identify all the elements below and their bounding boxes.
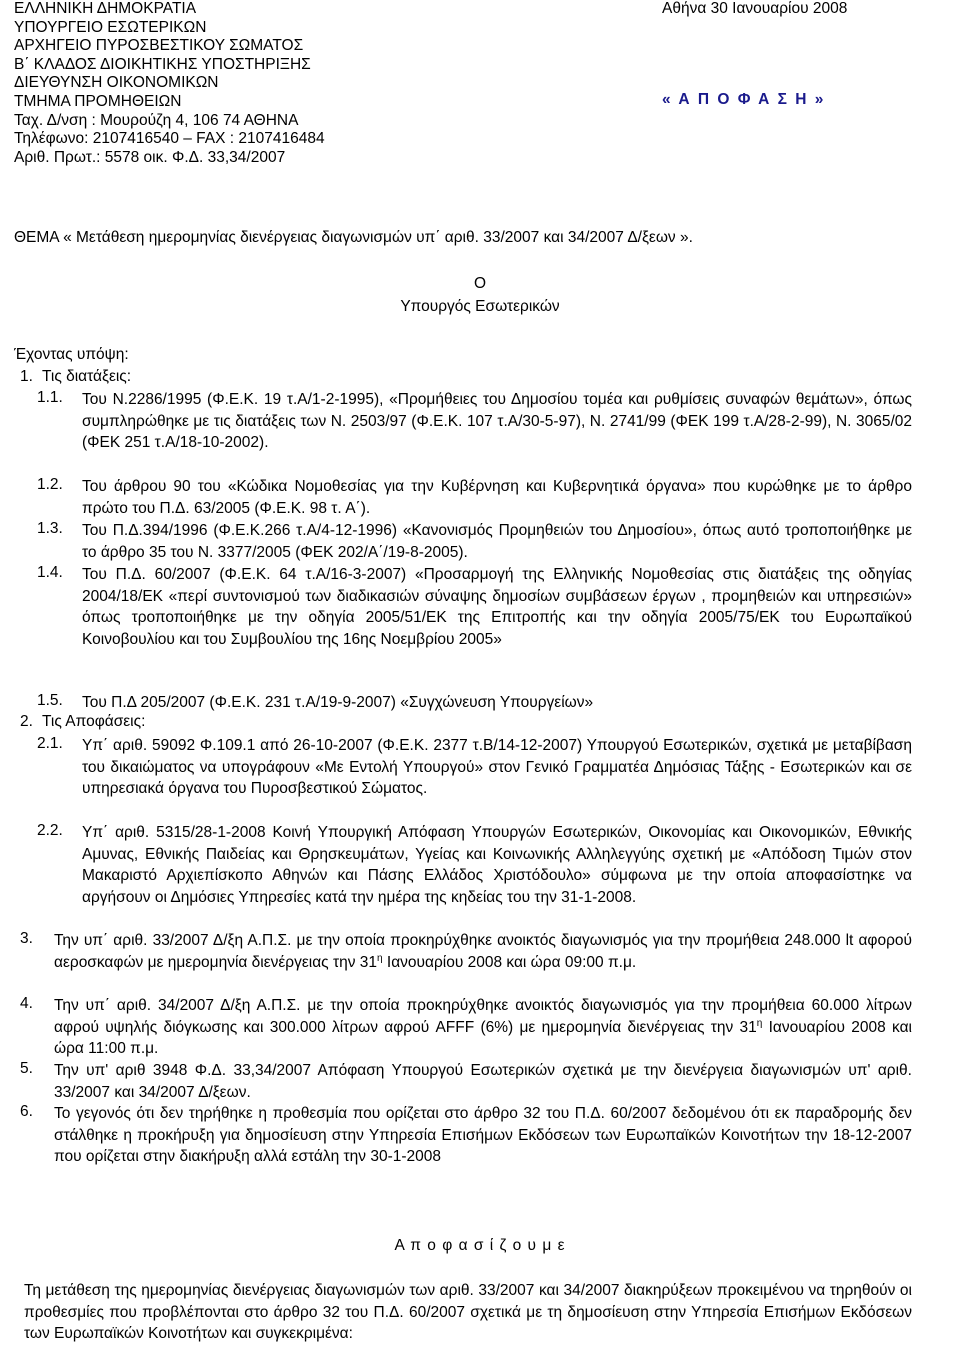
item-text: Υπ΄ αριθ. 59092 Φ.109.1 από 26-10-2007 (Φ.Ε.Κ. 2377 τ.Β/14-12-2007) Υπουργού Εσωτερικών, σχετικά με μεταβίβαση του δικαιώματος να υπογράφουν «Με Εντολή Υπουργού» στον Γενικό Γραμματέα Δημόσιας Τάξης - Εσωτερικών και σε υπηρεσιακά όργανα του Πυροσβεστικού Σώματος. bbox=[82, 737, 912, 797]
item-number: 2.2. bbox=[37, 822, 63, 839]
section-number: 3. bbox=[20, 930, 33, 947]
item-text: Του άρθρου 90 του «Κώδικα Νομοθεσίας για την Κυβέρνηση και Κυβερνητικά όργανα» που κυρώθηκε με το άρθρο πρώτο του Π.Δ. 63/2005 (Φ.Ε.Κ. 98 τ. Α΄). bbox=[82, 478, 912, 517]
item-text: Του Ν.2286/1995 (Φ.Ε.Κ. 19 τ.Α/1-2-1995), «Προμήθειες του Δημοσίου τομέα και ρυθμίσεις συναφών θεμάτων», όπως συμπληρώθηκε με τις διατάξεις των Ν. 2503/97 (Φ.Ε.Κ. 107 τ.Α/30-5-97), Ν. 2741/99 (ΦΕΚ 199 τ.Α/28-2-99), Ν. 3065/02 (ΦΕΚ 251 τ.Α/18-10-2002). bbox=[82, 391, 912, 451]
item-number: 1.5. bbox=[37, 692, 63, 709]
decision-body: Τη μετάθεση της ημερομηνίας διενέργειας διαγωνισμών των αριθ. 33/2007 και 34/2007 διακηρύξεων προκειμένου να τηρηθούν οι προθεσμίες που προβλέπονται στο άρθρο 32 του Π.Δ. 60/2007 σχετικά με τη δημοσίευση στην Υπηρεσία Επισήμων Εκδόσεων των Ευρωπαϊκών Κοινοτήτων και συγκεκριμένα: bbox=[24, 1282, 912, 1342]
superscript: η bbox=[377, 952, 383, 964]
minister-title: Υπουργός Εσωτερικών bbox=[400, 298, 560, 315]
section-text: Την υπ΄ αριθ. 34/2007 Δ/ξη Α.Π.Σ. με την οποία προκηρύχθηκε ανοικτός διαγωνισμός για την προμήθεια 60.000 λίτρων αφρού υψηλής διόγκωσης και 300.000 λίτρων αφρού AFFF (6%) με ημερομηνία διενέργειας την $31^\eta$ Ιανουαρίου 2008 και ώρα 11:00 π.μ. bbox=[54, 997, 912, 1057]
item-text: Του Π.Δ. 60/2007 (Φ.Ε.Κ. 64 τ.Α/16-3-2007) «Προσαρμογή της Ελληνικής Νομοθεσίας στις διατάξεις της οδηγίας 2004/18/ΕΚ «περί συντονισμού των διαδικασιών σύναψης δημοσίων συμβάσεων έργων , προμηθειών και υπηρεσιών» όπως τροποποιήθηκε με την οδηγία 2005/51/ΕΚ της Επιτροπής και την οδηγία 2005/75/ΕΚ του Ευρωπαϊκού Κοινοβουλίου και του Συμβουλίου της 16ης Νοεμβρίου 2005» bbox=[82, 566, 912, 648]
header-line: ΕΛΛΗΝΙΚΗ ΔΗΜΟΚΡΑΤΙΑ bbox=[14, 0, 197, 17]
decides-heading: Α π ο φ α σ ί ζ ο υ μ ε bbox=[394, 1237, 566, 1254]
section-number: 2. bbox=[20, 713, 33, 730]
item-number: 1.4. bbox=[37, 564, 63, 581]
item-text: Του Π.Δ 205/2007 (Φ.Ε.Κ. 231 τ.Α/19-9-2007) «Συγχώνευση Υπουργείων» bbox=[82, 694, 594, 711]
header-line: Β΄ ΚΛΑΔΟΣ ΔΙΟΙΚΗΤΙΚΗΣ ΥΠΟΣΤΗΡΙΞΗΣ bbox=[14, 55, 311, 73]
section-text: Την υπ΄ αριθ. 33/2007 Δ/ξη Α.Π.Σ. με την οποία προκηρύχθηκε ανοικτός διαγωνισμός για την προμήθεια 248.000 lt αφορού αεροσκαφών με ημερομηνία διενέργειας την $31^\eta$ Ιανουαρίου 2008 και ώρα 09:00 π.μ. bbox=[54, 932, 912, 971]
item-number: 1.2. bbox=[37, 476, 63, 493]
item-number: 1.1. bbox=[37, 389, 63, 406]
document-date: Αθήνα 30 Ιανουαρίου 2008 bbox=[662, 0, 848, 17]
item-text: Υπ΄ αριθ. 5315/28-1-2008 Κοινή Υπουργική Απόφαση Υπουργών Εσωτερικών, Οικονομίας και Οικονομικών, Εθνικής Αμυνας, Εθνικής Παιδείας και Θρησκευμάτων, Υγείας και Κοινωνικής Αλληλεγγύης σχετική με «Απόδοση Τιμών στον Μακαριστό Αρχιεπίσκοπο Αθηνών και Πάσης Ελλάδος Χριστόδουλο» σύμφωνα με την οποία αποφασίστηκε να αργήσουν οι Δημόσιες Υπηρεσίες κατά την ημέρα της κηδείας του την 31-1-2008. bbox=[82, 824, 912, 906]
header-line: Αριθ. Πρωτ.: 5578 οικ. Φ.Δ. 33,34/2007 bbox=[14, 148, 286, 166]
section-title: Τις Αποφάσεις: bbox=[42, 713, 146, 730]
section-number: 4. bbox=[20, 995, 33, 1012]
header-line: ΥΠΟΥΡΓΕΙΟ ΕΣΩΤΕΡΙΚΩΝ bbox=[14, 18, 207, 36]
item-number: 2.1. bbox=[37, 735, 63, 752]
considering-heading: Έχοντας υπόψη: bbox=[14, 346, 129, 363]
decision-title: « Α Π Ο Φ Α Σ Η » bbox=[662, 91, 826, 108]
header-line: Τηλέφωνο: 2107416540 – FAX : 2107416484 bbox=[14, 130, 325, 148]
section-number: 5. bbox=[20, 1060, 33, 1077]
section-text: Το γεγονός ότι δεν τηρήθηκε η προθεσμία που ορίζεται στο άρθρο 32 του Π.Δ. 60/2007 δεδομένου ότι εκ παραδρομής δεν στάλθηκε η προκήρυξη για δημοσίευση στην Υπηρεσία Επισήμων Εκδόσεων των Ευρωπαϊκών Κοινοτήτων την 18-12-2007 που ορίζεται στην διακήρυξη αλλά εστάλη την 30-1-2008 bbox=[54, 1105, 912, 1165]
header-line: ΔΙΕΥΘΥΝΣΗ ΟΙΚΟΝΟΜΙΚΩΝ bbox=[14, 74, 219, 92]
section-number: 1. bbox=[20, 368, 33, 385]
superscript: η bbox=[756, 1017, 763, 1029]
header-line: ΤΜΗΜΑ ΠΡΟΜΗΘΕΙΩΝ bbox=[14, 92, 182, 110]
section-number: 6. bbox=[20, 1103, 33, 1120]
minister-article: Ο bbox=[473, 275, 487, 292]
header-line: ΑΡΧΗΓΕΙΟ ΠΥΡΟΣΒΕΣΤΙΚΟΥ ΣΩΜΑΤΟΣ bbox=[14, 37, 304, 55]
issuer-header bbox=[14, 0, 325, 167]
item-text: Του Π.Δ.394/1996 (Φ.Ε.Κ.266 τ.Α/4-12-1996) «Κανονισμός Προμηθειών του Δημοσίου», όπως αυτό τροποποιήθηκε με το άρθρο 35 του Ν. 3377/2005 (ΦΕΚ 202/Α΄/19-8-2005). bbox=[82, 522, 912, 561]
section-title: Τις διατάξεις: bbox=[42, 368, 132, 385]
subject-line: ΘΕΜΑ « Μετάθεση ημερομηνίας διενέργειας διαγωνισμών υπ΄ αριθ. 33/2007 και 34/2007 Δ/ξεων ». bbox=[14, 229, 693, 246]
item-number: 1.3. bbox=[37, 520, 63, 537]
section-text: Την υπ' αριθ 3948 Φ.Δ. 33,34/2007 Απόφαση Υπουργού Εσωτερικών σχετικά με την διενέργεια διαγωνισμών υπ' αριθ. 33/2007 και 34/2007 Δ/ξεων. bbox=[54, 1062, 912, 1101]
header-line: Ταχ. Δ/νση : Μουρούζη 4, 106 74 ΑΘΗΝΑ bbox=[14, 111, 299, 129]
